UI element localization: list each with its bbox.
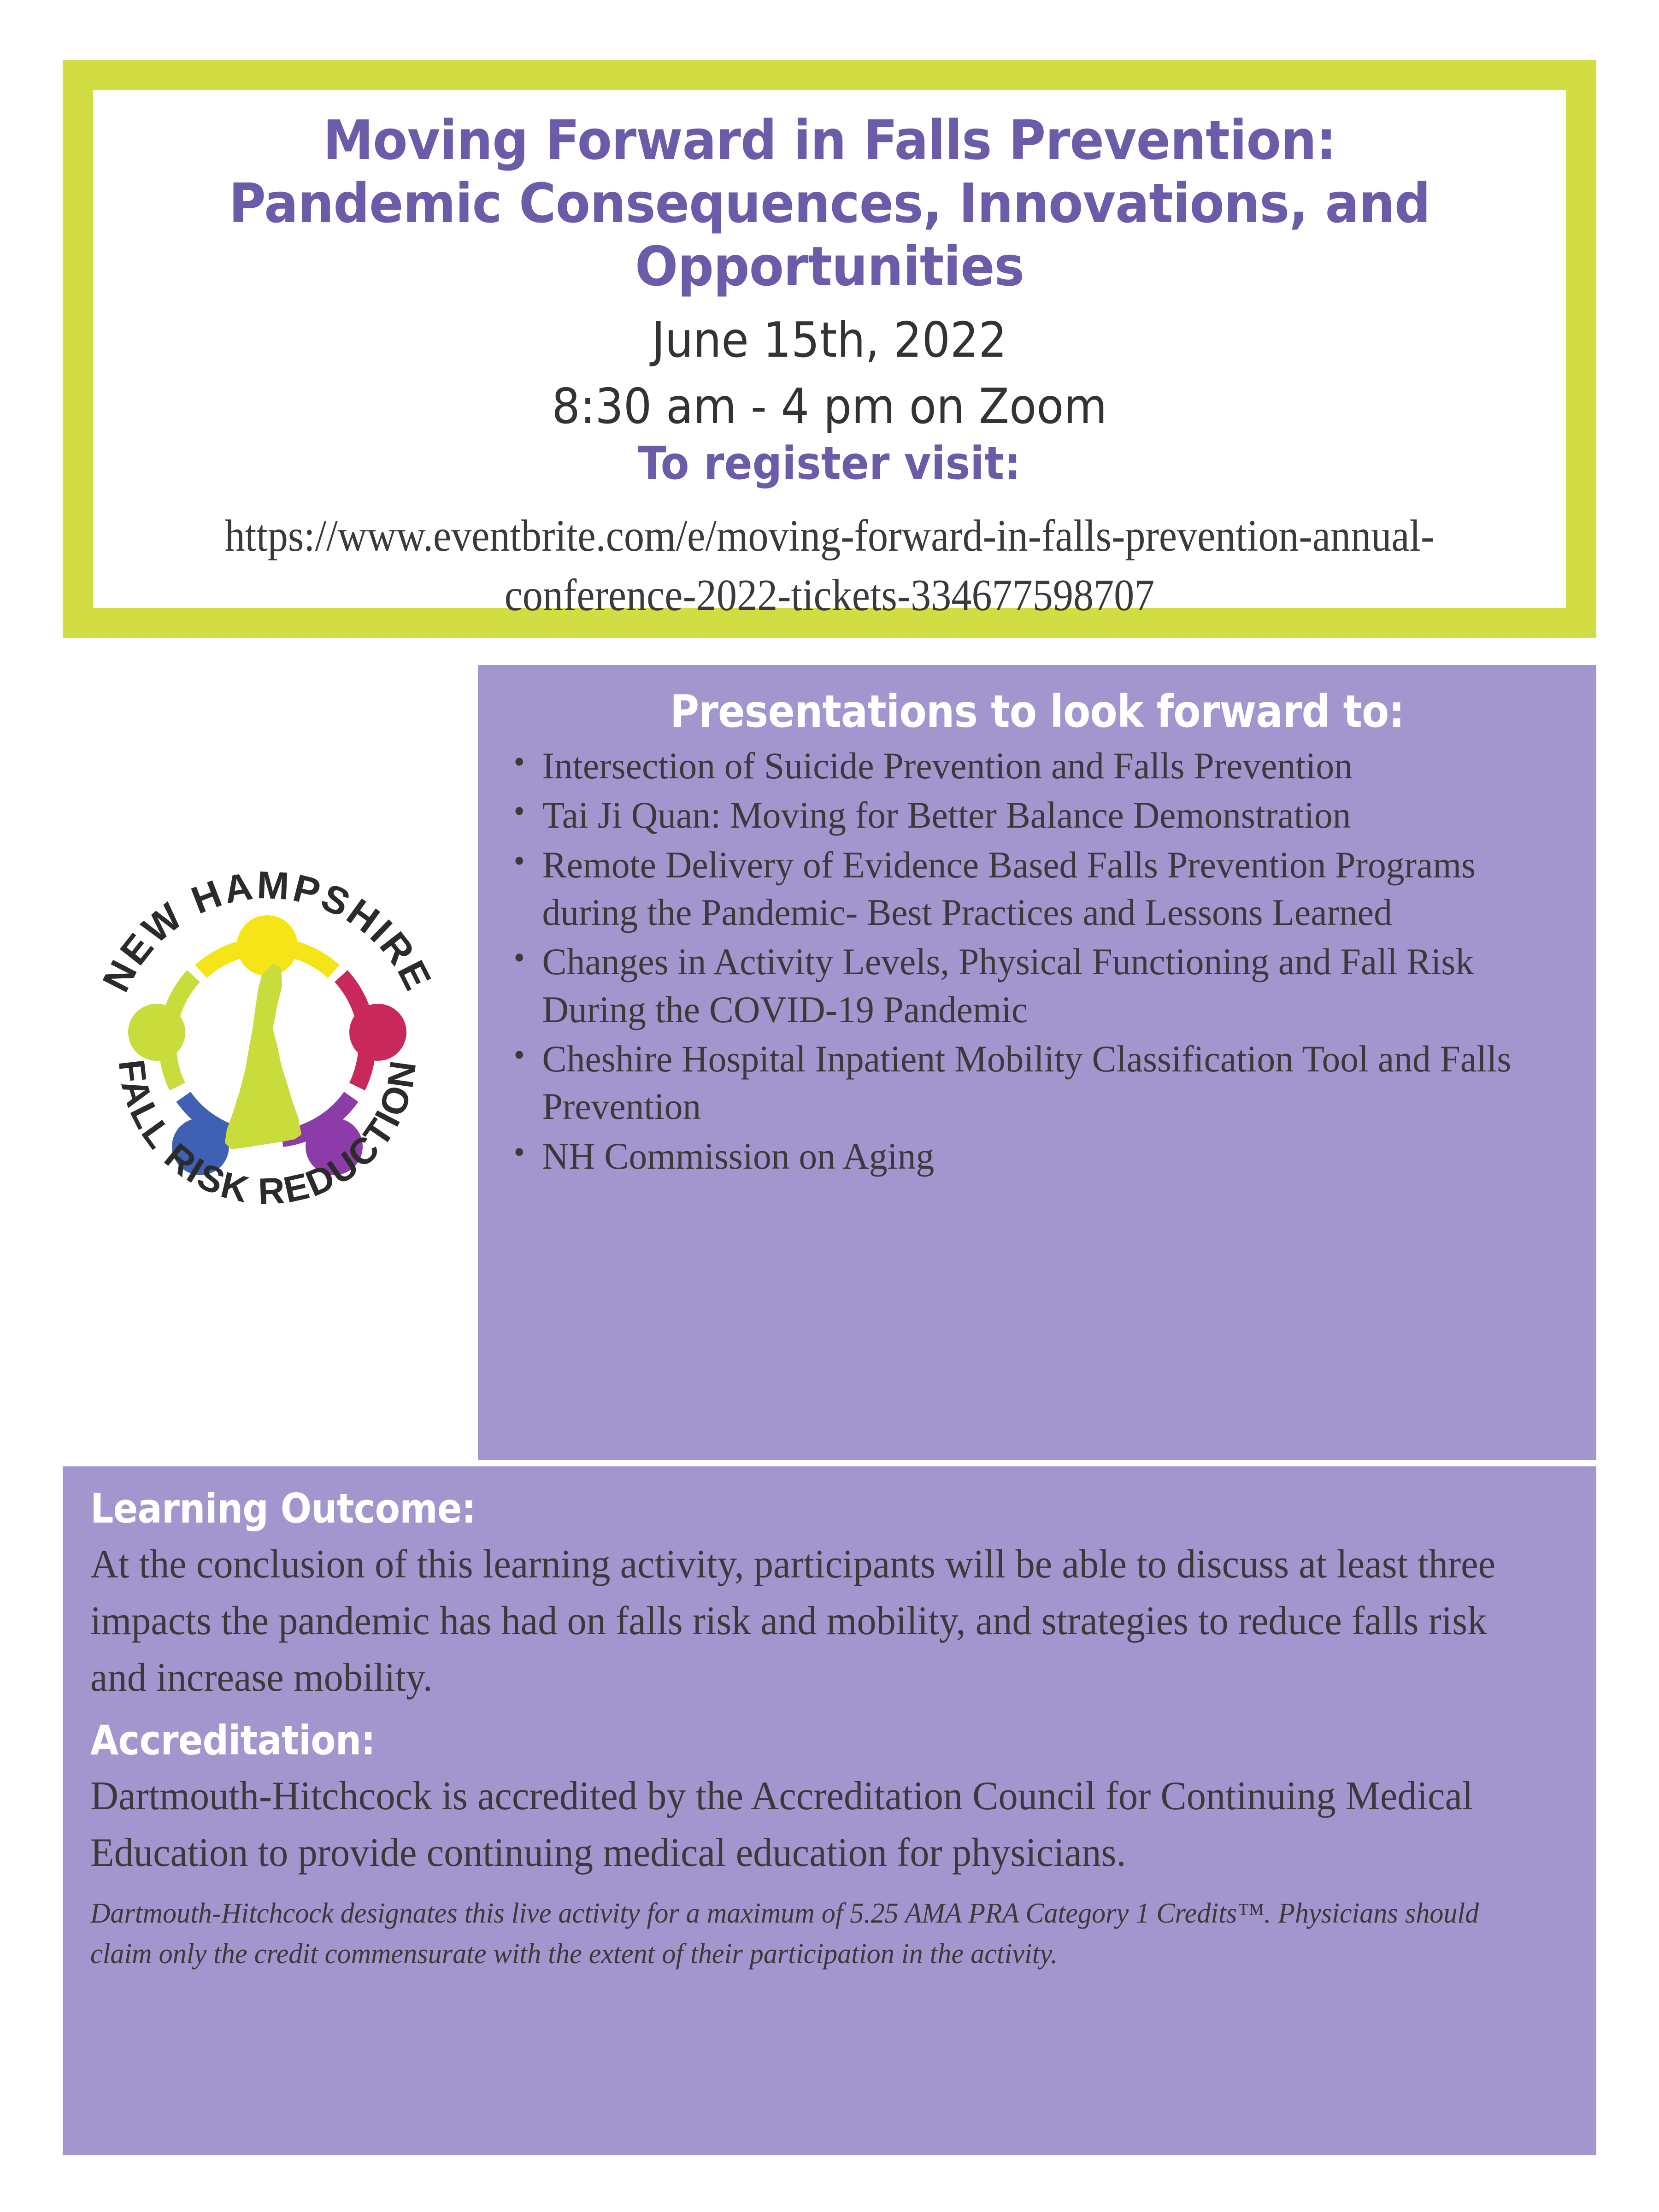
- list-item: • Cheshire Hospital Inpatient Mobility Classification Tool and Falls Prevention: [506, 1035, 1537, 1130]
- logo-text-top: NEW HAMPSHIRE: [94, 863, 441, 999]
- logo-text-bottom: FALL RISK REDUCTION: [111, 1057, 424, 1212]
- accreditation-body: Dartmouth-Hitchcock is accredited by the Accreditation Council for Continuing Medical Education to provide continuing medical education for physicians.: [90, 1773, 1473, 1875]
- list-item: • Changes in Activity Levels, Physical Functioning and Fall Risk During the COVID-19 Pandemic: [506, 938, 1537, 1033]
- new-hampshire-state-shape: [225, 964, 301, 1149]
- accreditation-heading: Accreditation:: [90, 1716, 375, 1764]
- list-item: • Intersection of Suicide Prevention and Falls Prevention: [506, 742, 1537, 789]
- header-banner: [63, 60, 1596, 638]
- logo-dot-crimson: [349, 1004, 406, 1061]
- event-time: 8:30 am - 4 pm on Zoom: [552, 378, 1107, 435]
- nh-fall-risk-reduction-logo: [65, 848, 470, 1253]
- event-date: June 15th, 2022: [652, 312, 1007, 368]
- registration-url-link[interactable]: https://www.eventbrite.com/e/moving-forward-in-falls-prevention-annual-conference-2022-tickets-334677598707: [224, 511, 1435, 620]
- header-inner-white-card: [93, 90, 1566, 620]
- presentations-list: [506, 742, 1569, 1180]
- credits-disclaimer: Dartmouth-Hitchcock designates this live activity for a maximum of 5.25 AMA PRA Category 1 Credits™. Physicians should claim only the credit commensurate with the extent of their participation in the activity.: [90, 1897, 1479, 1970]
- presentations-panel: [478, 665, 1596, 1460]
- list-item: • Remote Delivery of Evidence Based Falls Prevention Programs during the Pandemic- Best Practices and Lessons Learned: [506, 841, 1537, 936]
- presentations-heading: Presentations to look forward to:: [670, 686, 1405, 737]
- info-panel: [63, 1466, 1596, 2155]
- logo-dot-lime: [128, 1004, 185, 1061]
- logo-dot-yellow: [237, 915, 298, 976]
- learning-outcome-heading: Learning Outcome:: [90, 1485, 476, 1532]
- list-item: • Tai Ji Quan: Moving for Better Balance Demonstration: [506, 791, 1537, 839]
- list-item: • NH Commission on Aging: [506, 1132, 1537, 1180]
- learning-outcome-body: At the conclusion of this learning activity, participants will be able to discuss at least three impacts the pandemic has had on falls risk and mobility, and strategies to reduce falls risk and increase mobility.: [90, 1542, 1496, 1700]
- register-label: To register visit:: [638, 437, 1021, 490]
- page-title: Moving Forward in Falls Prevention: Pandemic Consequences, Innovations, and Opportunities: [229, 108, 1430, 298]
